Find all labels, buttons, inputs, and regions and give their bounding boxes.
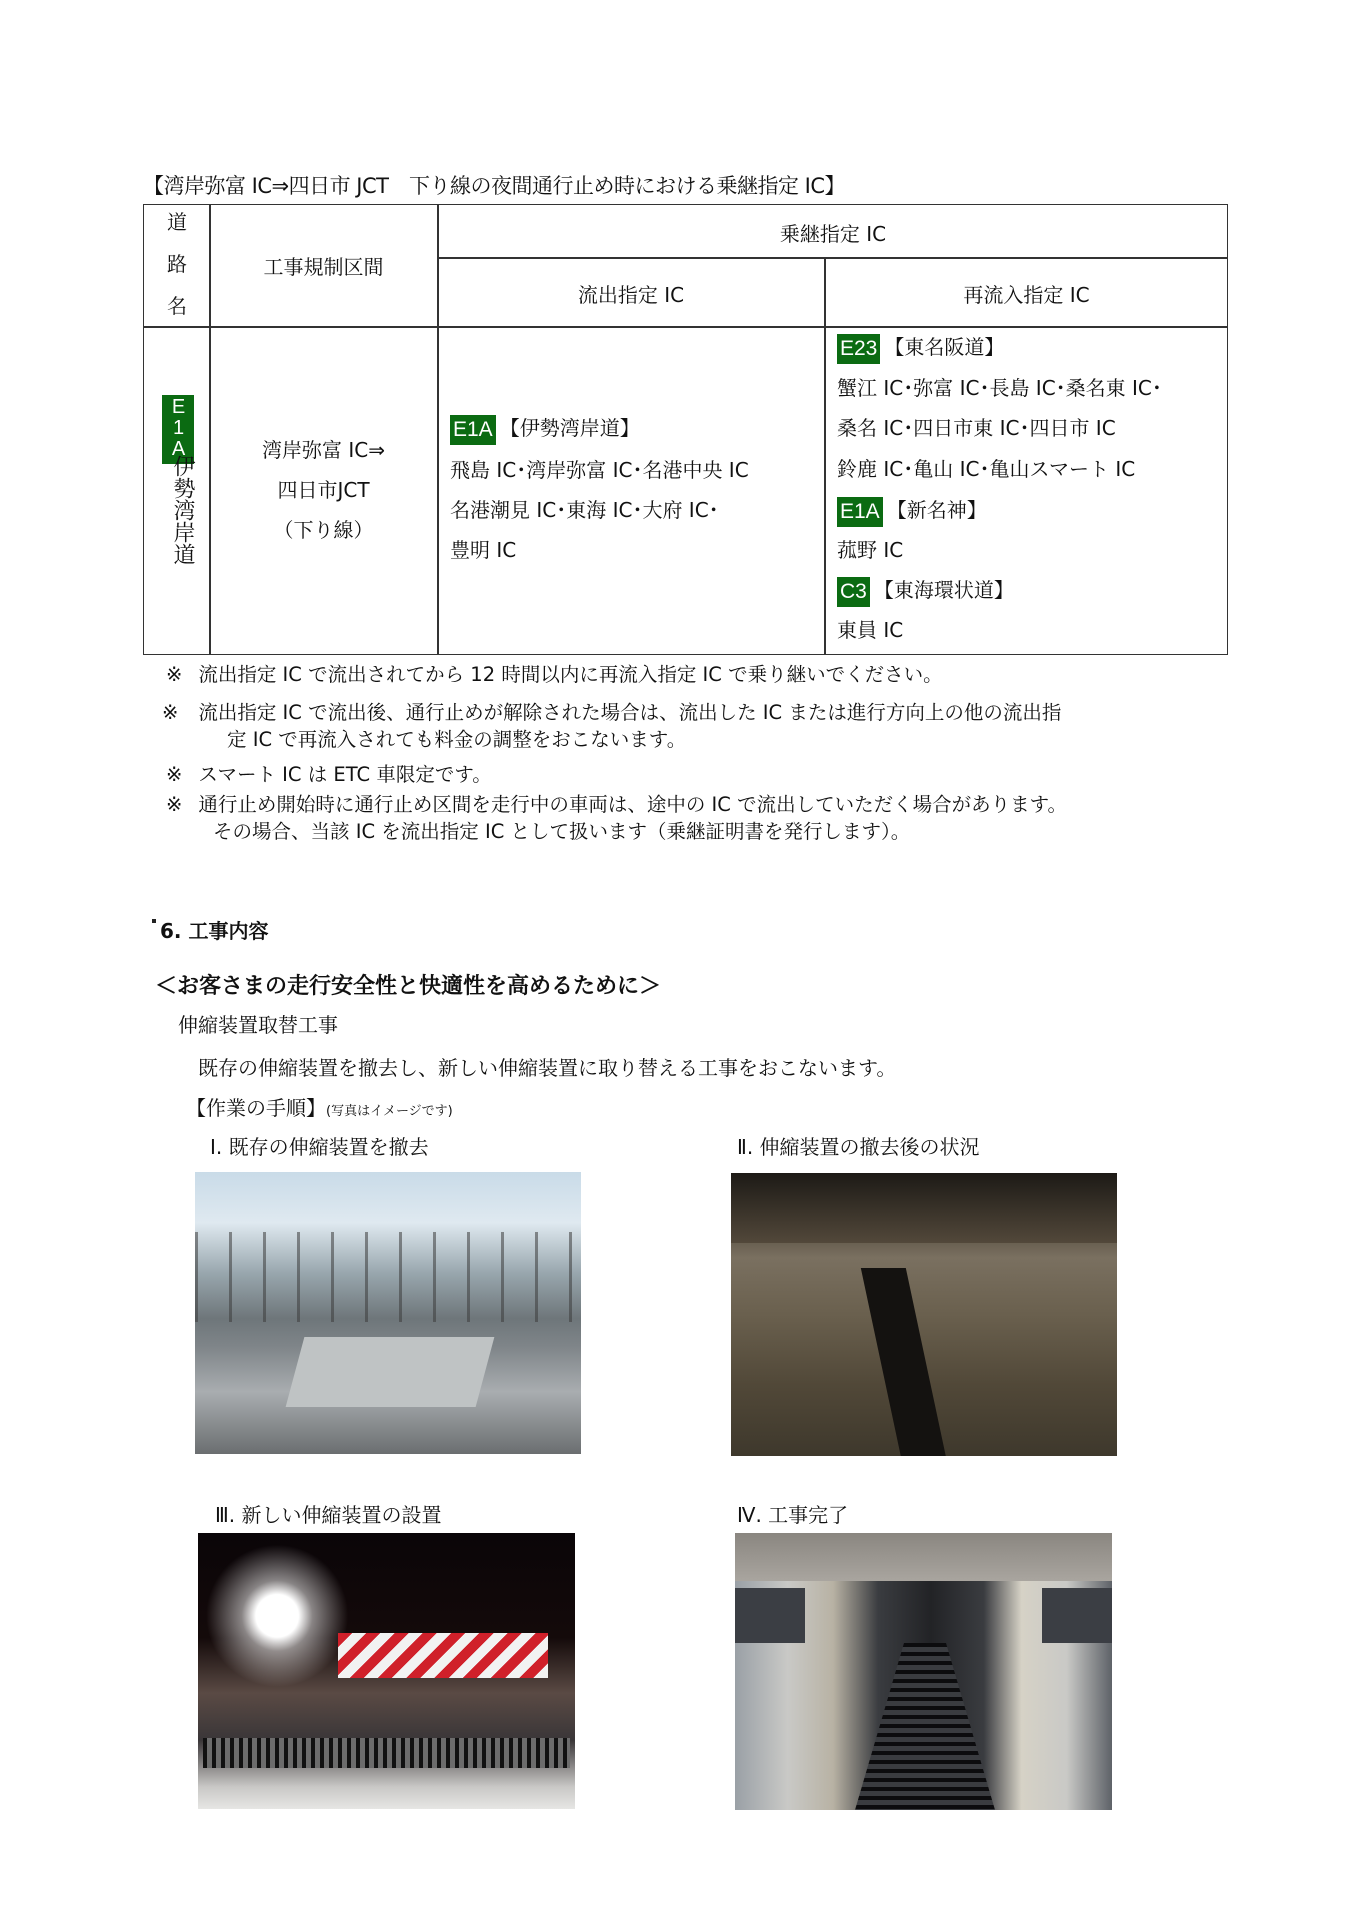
finger-joint xyxy=(855,1643,995,1810)
reentry-group-header xyxy=(837,495,987,527)
note xyxy=(162,700,1061,726)
column-divider xyxy=(437,205,439,654)
header-section: 工事規制区間 xyxy=(263,255,384,279)
reentry-ic-line: 蟹江 IC･弥富 IC･長島 IC･桑名東 IC･ xyxy=(837,376,1162,400)
work-name: 伸縮装置取替工事 xyxy=(178,1013,338,1037)
exit-ic-line: 名港潮見 IC･東海 IC･大府 IC･ xyxy=(450,498,719,522)
reentry-ic-line: 鈴鹿 IC･亀山 IC･亀山スマート IC xyxy=(837,457,1136,481)
note-mark: ※ xyxy=(166,793,183,816)
joint-trench xyxy=(861,1268,946,1456)
reentry-group-header xyxy=(837,332,1004,364)
exit-ic-line: 豊明 IC xyxy=(450,538,517,562)
header-transfer-ic: 乗継指定 IC xyxy=(779,222,887,246)
note-text: 流出指定 IC で流出後、通行止めが解除された場合は、流出した IC または進行方向上の他の流出指 xyxy=(198,701,1062,724)
note-text: 通行止め開始時に通行止め区間を走行中の車両は、途中の IC で流出していただく場合があります。 xyxy=(198,793,1068,816)
exit-ic-line: 飛島 IC･湾岸弥富 IC･名港中央 IC xyxy=(450,458,749,482)
route-badge-e1a: E1A xyxy=(837,497,883,527)
note-text: 流出指定 IC で流出されてから 12 時間以内に再流入指定 IC で乗り継いでください。 xyxy=(198,663,943,686)
note-continuation: 定 IC で再流入されても料金の調整をおこないます。 xyxy=(227,728,687,751)
work-description: 既存の伸縮装置を撤去し、新しい伸縮装置に取り替える工事をおこないます。 xyxy=(198,1056,897,1080)
noise-barrier xyxy=(195,1232,581,1322)
note xyxy=(166,662,943,688)
procedure-note: (写真はイメージです) xyxy=(326,1104,453,1119)
row-divider xyxy=(438,257,1227,259)
step-label-3: Ⅲ. 新しい伸縮装置の設置 xyxy=(215,1503,442,1527)
note-continuation: その場合、当該 IC を流出指定 IC として扱います（乗継証明書を発行します）。 xyxy=(213,820,911,843)
route-badge-c3: C3 xyxy=(837,577,870,607)
note xyxy=(166,792,1067,818)
reentry-group-header xyxy=(837,575,1014,607)
asphalt xyxy=(1042,1588,1112,1643)
route-name: 【伊勢湾岸道】 xyxy=(499,416,640,440)
header-road-char: 路 xyxy=(167,252,187,276)
header-road-name xyxy=(144,201,210,327)
header-reentry-ic: 再流入指定 IC xyxy=(963,283,1090,307)
crane-striped-bumper xyxy=(338,1633,548,1678)
photo-after-removal xyxy=(731,1173,1117,1456)
procedure-heading xyxy=(186,1092,453,1121)
road-name: 伊勢湾岸道 xyxy=(170,455,195,565)
step-label-1: Ⅰ. 既存の伸縮装置を撤去 xyxy=(210,1135,429,1159)
exit-group-header xyxy=(450,413,640,445)
section-line: 四日市JCT xyxy=(277,478,370,502)
photo-removing-existing-joint xyxy=(195,1172,581,1454)
column-divider xyxy=(824,257,826,654)
section-subheading: ＜お客さまの走行安全性と快適性を高めるために＞ xyxy=(155,974,662,999)
asphalt xyxy=(735,1588,805,1643)
section-line: 湾岸弥富 IC⇒ xyxy=(262,438,385,462)
reentry-ic-line: 菰野 IC xyxy=(837,538,904,562)
section-heading-text: 6. 工事内容 xyxy=(160,919,269,943)
row-divider xyxy=(144,326,1227,328)
old-expansion-joint xyxy=(286,1337,495,1407)
header-exit-ic: 流出指定 IC xyxy=(577,283,685,307)
photo-work-completed xyxy=(735,1533,1112,1810)
route-name: 【東海環状道】 xyxy=(873,578,1014,602)
reentry-ic-line: 桑名 IC･四日市東 IC･四日市 IC xyxy=(837,416,1116,440)
transfer-ic-table xyxy=(143,204,1228,655)
note-text: スマート IC は ETC 車限定です。 xyxy=(198,763,492,786)
step-label-4: Ⅳ. 工事完了 xyxy=(737,1503,849,1527)
reentry-ic-line: 東員 IC xyxy=(837,618,904,642)
route-badge-e1a: E1A xyxy=(450,415,496,445)
square-bullet-icon xyxy=(152,919,156,923)
step-label-2: Ⅱ. 伸縮装置の撤去後の状況 xyxy=(737,1135,980,1159)
note-mark: ※ xyxy=(162,701,179,724)
section-heading xyxy=(152,915,268,944)
note-mark: ※ xyxy=(166,763,183,786)
header-road-char: 道 xyxy=(167,210,187,234)
note-mark: ※ xyxy=(166,663,183,686)
header-road-char: 名 xyxy=(167,294,187,318)
barrier-wall xyxy=(731,1173,1117,1243)
route-name: 【東名阪道】 xyxy=(884,335,1005,359)
section-line: （下り線） xyxy=(273,518,374,542)
route-name: 【新名神】 xyxy=(886,498,987,522)
procedure-label: 【作業の手順】 xyxy=(186,1096,326,1120)
new-expansion-joint xyxy=(203,1738,570,1768)
route-badge-text: E1A xyxy=(167,396,190,459)
note xyxy=(166,762,492,788)
route-badge-e23: E23 xyxy=(837,334,880,364)
barrier-wall xyxy=(735,1533,1112,1581)
photo-installing-new-joint xyxy=(198,1533,575,1809)
route-badge-e1a xyxy=(162,395,194,464)
table-title: 【湾岸弥富 IC⇒四日市 JCT 下り線の夜間通行止め時における乗継指定 IC】 xyxy=(143,174,846,198)
